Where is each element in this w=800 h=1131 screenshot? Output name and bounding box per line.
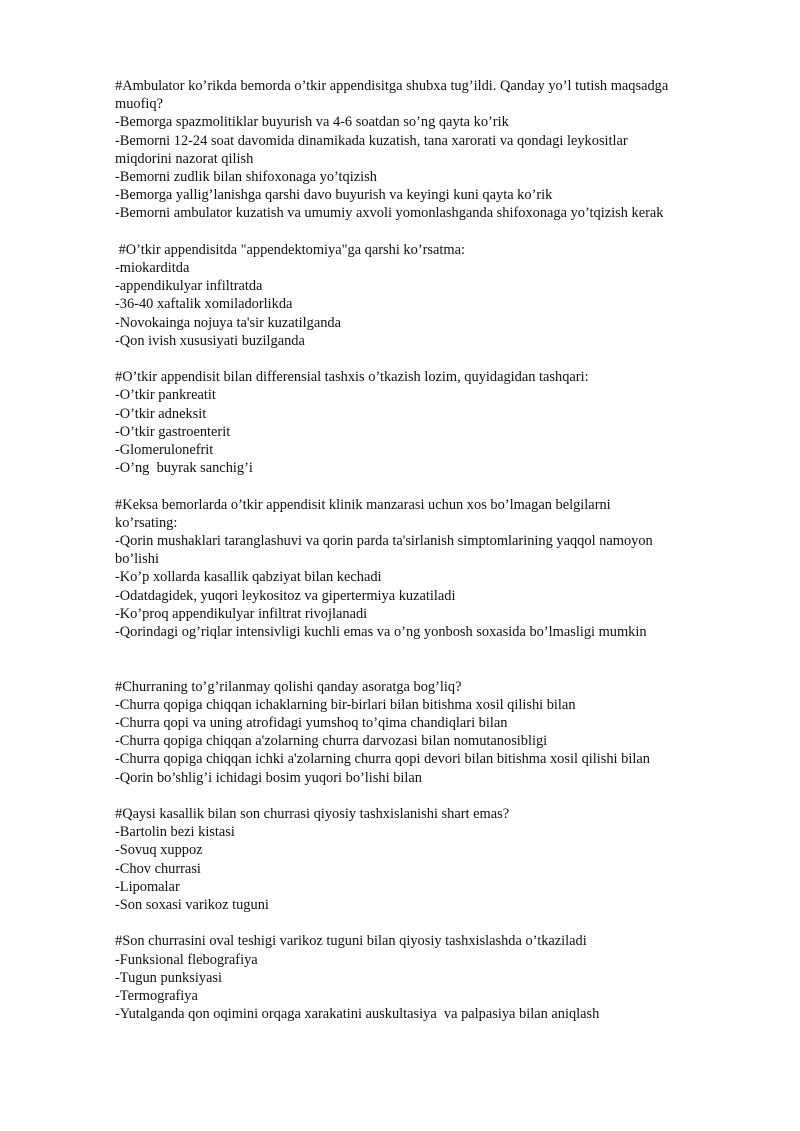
- answer-option: -Sovuq xuppoz: [115, 842, 203, 859]
- block-spacer: [115, 787, 755, 805]
- answer-option: -Glomerulonefrit: [115, 442, 214, 459]
- block-spacer: [115, 641, 755, 677]
- answer-option: -Bartolin bezi kistasi: [115, 824, 235, 841]
- answer-option: -Bemorni 12-24 soat davomida dinamikada kuzatish, tana xarorati va qondagi leykositlar: [115, 132, 628, 149]
- answer-option: -Qorin mushaklari taranglashuvi va qorin parda ta'sirlanish simptomlarining yaqqol namoyon: [115, 533, 653, 550]
- answer-option: -O’tkir pankreatit: [115, 387, 216, 404]
- question-block: [115, 805, 755, 914]
- question-text: #Ambulator ko’rikda bemorda o’tkir appendisitga shubxa tug’ildi. Qanday yo’l tutish maqsadga: [115, 78, 669, 94]
- block-spacer: [115, 350, 755, 368]
- answer-option: -Churra qopi va uning atrofidagi yumshoq to’qima chandiqlari bilan: [115, 715, 508, 732]
- answer-option: -36-40 xaftalik xomiladorlikda: [115, 296, 293, 313]
- question-block: [115, 77, 755, 223]
- block-spacer: [115, 223, 755, 241]
- answer-option: -Ko’p xollarda kasallik qabziyat bilan kechadi: [115, 569, 382, 586]
- answer-option: -Son soxasi varikoz tuguni: [115, 897, 269, 914]
- question-text: #Churraning to’g’rilanmay qolishi qanday asoratga bog’liq?: [115, 678, 462, 695]
- answer-option: -Churra qopiga chiqqan ichki a'zolarning churra qopi devori bilan bitishma xosil qilishi bilan: [115, 751, 650, 768]
- answer-option: -Odatdagidek, yuqori leykositoz va gipertermiya kuzatiladi: [115, 587, 456, 604]
- question-text: #O’tkir appendisit bilan differensial tashxis o’tkazish lozim, quyidagidan tashqari:: [115, 369, 589, 386]
- question-text-continuation: muofiq?: [115, 96, 163, 113]
- question-text: #Son churrasini oval teshigi varikoz tuguni bilan qiyosiy tashxislashda o’tkaziladi: [115, 933, 587, 950]
- answer-option: -O’ng buyrak sanchig’i: [115, 460, 253, 477]
- document-content: [115, 77, 755, 1023]
- answer-option: -Bemorni ambulator kuzatish va umumiy axvoli yomonlashganda shifoxonaga yo’tqizish kerak: [115, 205, 664, 222]
- answer-option: -Tugun punksiyasi: [115, 969, 223, 986]
- answer-option: -Funksional flebografiya: [115, 951, 258, 968]
- answer-option: -Qon ivish xususiyati buzilganda: [115, 332, 305, 349]
- question-text: #Qaysi kasallik bilan son churrasi qiyosiy tashxislanishi shart emas?: [115, 806, 510, 823]
- answer-option: -Qorin bo’shlig’i ichidagi bosim yuqori bo’lishi bilan: [115, 769, 422, 786]
- question-block: [115, 368, 755, 477]
- answer-option-continuation: miqdorini nazorat qilish: [115, 150, 254, 167]
- answer-option: -Yutalganda qon oqimini orqaga xarakatini auskultasiya va palpasiya bilan aniqlash: [115, 1006, 600, 1023]
- answer-option-continuation: bo’lishi: [115, 551, 159, 568]
- answer-option: -Chov churrasi: [115, 860, 201, 877]
- answer-option: -Qorindagi og’riqlar intensivligi kuchli emas va o’ng yonbosh soxasida bo’lmasligi mumkin: [115, 624, 647, 641]
- question-text: #Keksa bemorlarda o’tkir appendisit klinik manzarasi uchun xos bo’lmagan belgilarni: [115, 496, 611, 513]
- question-block: [115, 496, 755, 642]
- answer-option: -Bemorga yallig’lanishga qarshi davo buyurish va keyingi kuni qayta ko’rik: [115, 187, 553, 204]
- question-block: [115, 932, 755, 1023]
- answer-option: -O’tkir gastroenterit: [115, 423, 231, 440]
- answer-option: -miokarditda: [115, 260, 190, 277]
- answer-option: -Bemorni zudlik bilan shifoxonaga yo’tqizish: [115, 169, 377, 186]
- answer-option: -Novokainga nojuya ta'sir kuzatilganda: [115, 314, 341, 331]
- question-text-continuation: ko’rsating:: [115, 514, 178, 531]
- answer-option: -Churra qopiga chiqqan a'zolarning churra darvozasi bilan nomutanosibligi: [115, 733, 548, 750]
- question-text: #O’tkir appendisitda "appendektomiya"ga qarshi ko’rsatma:: [115, 241, 465, 258]
- answer-option: -Lipomalar: [115, 878, 180, 895]
- answer-option: -Bemorga spazmolitiklar buyurish va 4-6 soatdan so’ng qayta ko’rik: [115, 114, 509, 131]
- block-spacer: [115, 914, 755, 932]
- answer-option: -Churra qopiga chiqqan ichaklarning bir-birlari bilan bitishma xosil qilishi bilan: [115, 696, 576, 713]
- answer-option: -appendikulyar infiltratda: [115, 278, 263, 295]
- question-block: [115, 678, 755, 787]
- answer-option: -Ko’proq appendikulyar infiltrat rivojlanadi: [115, 605, 368, 622]
- answer-option: -Termografiya: [115, 988, 198, 1005]
- question-block: [115, 241, 755, 350]
- block-spacer: [115, 477, 755, 495]
- answer-option: -O’tkir adneksit: [115, 405, 207, 422]
